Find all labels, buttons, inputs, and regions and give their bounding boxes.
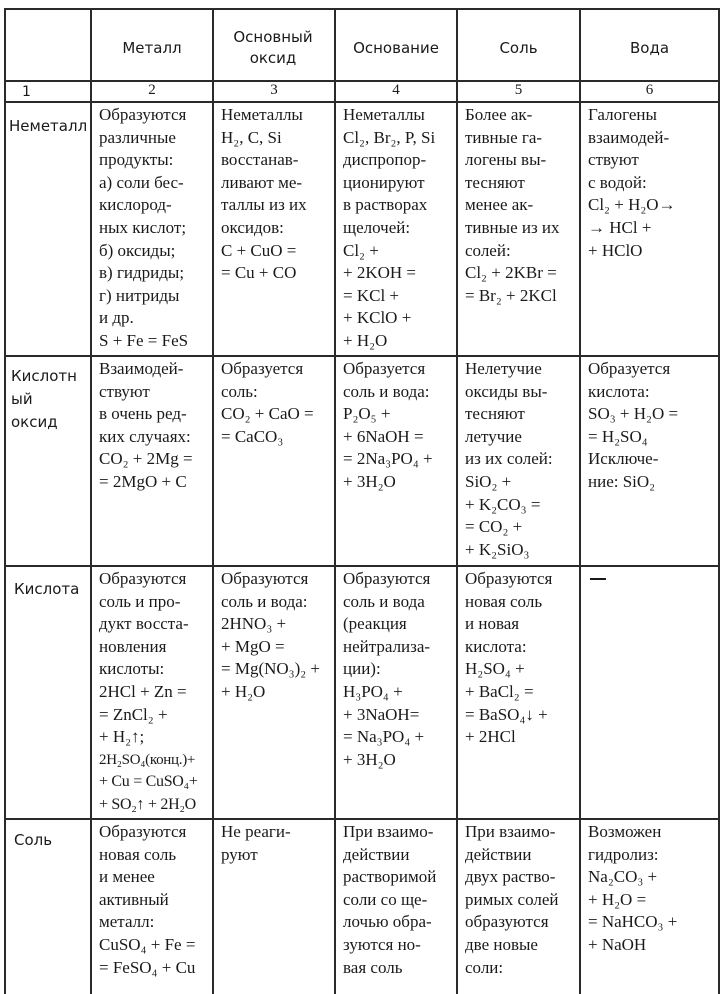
cell-line: соли со ще- [343, 889, 428, 909]
cell-line: руют [221, 844, 258, 864]
cell-line: взаимодей- [588, 127, 670, 147]
cell-line: Cl₂ + H₂O→ [588, 195, 676, 215]
column-divider-2 [212, 8, 214, 994]
cell-line: таллы из их [221, 195, 307, 215]
cell-line: = KCl + [343, 285, 400, 305]
cell-line: При взаимо- [343, 822, 434, 841]
cell-acid-basic-oxide [221, 568, 320, 704]
row-label-acid [14, 578, 79, 601]
cell-line: 2H₂SO₄(конц.)+ [99, 751, 196, 768]
row-label-nonmetal [9, 115, 87, 138]
table-right-border [718, 8, 720, 994]
table-left-border [4, 8, 6, 994]
cell-line: → HCl + [588, 217, 652, 237]
cell-line: образуются [465, 912, 549, 932]
cell-line: Cl₂ + [343, 240, 379, 260]
cell-line: + 3NaOH= [343, 704, 420, 724]
cell-line: CuSO₄ + Fe = [99, 934, 196, 954]
cell-line: две новые [465, 934, 538, 954]
cell-line: соль и вода: [343, 381, 430, 401]
cell-salt-salt [465, 821, 558, 979]
cell-line: оксидов: [221, 217, 284, 237]
cell-line: Образуются [343, 569, 431, 588]
cell-line: Na₂CO₃ + [588, 867, 658, 887]
cell-line: гидролиз: [588, 844, 659, 864]
cell-line: кислород- [99, 195, 172, 215]
cell-line: + K₂SiO₃ [465, 539, 530, 559]
cell-line: ких случаях: [99, 426, 191, 446]
cell-line: соль: [221, 381, 258, 401]
row-label-line: оксид [11, 413, 58, 431]
cell-line: активный [99, 889, 169, 909]
cell-line: + H₂O [343, 330, 388, 350]
cell-line: ционируют [343, 172, 425, 192]
cell-line: в растворах [343, 195, 428, 215]
cell-line: ливают ме- [221, 172, 303, 192]
cell-salt-basic-oxide [221, 821, 291, 866]
row-divider-1 [4, 355, 720, 357]
cell-line: = Mg(NO₃)₂ + [221, 659, 321, 679]
cell-line: + H₂↑; [99, 727, 145, 747]
cell-line: (реакция [343, 614, 407, 634]
cell-line: дукт восста- [99, 614, 189, 634]
cell-nonmetal-basic-oxide [221, 104, 307, 285]
cell-line: Неметаллы [343, 105, 425, 124]
cell-line: + 3H₂O [343, 471, 396, 491]
cell-line: соль и вода [343, 591, 425, 611]
row-divider-2 [4, 565, 720, 567]
cell-line: г) нитриды [99, 285, 180, 305]
cell-line: в очень ред- [99, 404, 187, 424]
cell-line: + NaOH [588, 934, 647, 954]
cell-line: ных кислот; [99, 217, 187, 237]
cell-line: При взаимо- [465, 822, 556, 841]
column-divider-3 [334, 8, 336, 994]
cell-line: SiO₂ + [465, 471, 512, 491]
cell-acid-water-dash [590, 578, 606, 580]
cell-line: из их солей: [465, 449, 553, 469]
cell-line: растворимой [343, 867, 437, 887]
cell-line: различные [99, 127, 176, 147]
cell-line: S + Fe = FeS [99, 330, 189, 350]
cell-line: H₂SO₄ + [465, 659, 525, 679]
cell-line: б) оксиды; [99, 240, 176, 260]
cell-line: Исключе- [588, 449, 659, 469]
cell-line: ции): [343, 659, 381, 679]
cell-acid-salt [465, 568, 552, 749]
header-basic-oxide: Основный оксид [233, 28, 313, 67]
cell-line: металл: [99, 912, 155, 932]
cell-line: Cl₂ + 2KBr = [465, 263, 557, 283]
cell-line: Более ак- [465, 105, 533, 124]
column-number-1: 1 [22, 84, 31, 100]
header-metal: Металл [122, 39, 182, 57]
cell-line: = Cu + CO [221, 263, 297, 283]
cell-line: + HClO [588, 240, 643, 260]
cell-line: действии [343, 844, 410, 864]
cell-line: действии [465, 844, 532, 864]
cell-line: Образуются [465, 569, 553, 588]
cell-line: Галогены [588, 105, 657, 124]
cell-line: солей: [465, 240, 511, 260]
column-divider-4 [456, 8, 458, 994]
cell-acid-metal [99, 568, 198, 817]
row-label-line: Кислотн [11, 367, 77, 385]
cell-line: = 2Na₃PO₄ + [343, 449, 433, 469]
cell-line: = H₂SO₄ [588, 426, 648, 446]
column-number-3: 3 [270, 82, 278, 98]
cell-line: и новая [465, 614, 520, 634]
cell-line: новая соль [99, 844, 177, 864]
cell-line: = FeSO₄ + Cu [99, 957, 196, 977]
cell-line: римых солей [465, 889, 559, 909]
row-divider-3 [4, 818, 720, 820]
cell-acid-oxide-metal [99, 358, 193, 494]
cell-line: новления [99, 636, 167, 656]
column-number-5: 5 [514, 82, 523, 98]
row-label-line: Неметалл [9, 117, 88, 135]
cell-line: восстанав- [221, 150, 299, 170]
table-top-border [4, 8, 720, 10]
row-label-line: Соль [14, 831, 53, 849]
cell-line: + H₂O = [588, 889, 647, 909]
cell-line: Возможен [588, 822, 662, 841]
cell-line: = CaCO₃ [221, 426, 284, 446]
cell-line: тивные из их [465, 217, 560, 237]
cell-line: тивные га- [465, 127, 543, 147]
cell-line: Образуются [99, 822, 187, 841]
cell-line: + MgO = [221, 636, 285, 656]
cell-line: вая соль [343, 957, 403, 977]
cell-line: + H₂O [221, 681, 266, 701]
cell-line: = CO₂ + [465, 517, 523, 537]
cell-line: + KClO + [343, 308, 412, 328]
cell-line: Образуется [588, 359, 671, 378]
cell-line: зуются но- [343, 934, 421, 954]
cell-line: продукты: [99, 150, 174, 170]
cell-line: логены вы- [465, 150, 547, 170]
cell-line: Нелетучие [465, 359, 542, 378]
cell-salt-metal [99, 821, 195, 979]
cell-line: и др. [99, 308, 134, 328]
cell-line: + SO₂↑ + 2H₂O [99, 795, 196, 813]
cell-line: с водой: [588, 172, 647, 192]
cell-nonmetal-base [343, 104, 435, 353]
cell-line: CO₂ + 2Mg = [99, 449, 193, 469]
cell-line: кислота: [465, 636, 527, 656]
cell-line: P₂O₅ + [343, 404, 391, 424]
cell-acid-base [343, 568, 430, 771]
cell-line: Образуются [99, 105, 187, 124]
column-number-4: 4 [392, 82, 400, 98]
cell-acid-oxide-basic-oxide [221, 358, 314, 448]
cell-acid-oxide-base [343, 358, 433, 494]
cell-line: Cl₂, Br₂, P, Si [343, 127, 436, 147]
column-divider-1 [90, 8, 92, 994]
cell-acid-oxide-salt [465, 358, 553, 561]
cell-line: + K₂CO₃ = [465, 494, 541, 514]
cell-line: Образуется [343, 359, 426, 378]
cell-line: + Cu = CuSO₄+ [99, 773, 198, 791]
cell-line: Образуются [221, 569, 309, 588]
cell-line: двух раство- [465, 867, 556, 887]
cell-line: соли: [465, 957, 504, 977]
cell-line: нейтрализа- [343, 636, 431, 656]
cell-line: = Br₂ + 2KCl [465, 285, 557, 305]
cell-line: соль и про- [99, 591, 181, 611]
column-number-2: 2 [148, 82, 156, 98]
cell-line: менее ак- [465, 195, 534, 215]
cell-line: а) соли бес- [99, 172, 184, 192]
cell-line: + 2HCl [465, 727, 516, 747]
cell-line: = ZnCl₂ + [99, 704, 168, 724]
cell-nonmetal-salt [465, 104, 560, 307]
cell-line: H₃PO₄ + [343, 681, 403, 701]
cell-line: Неметаллы [221, 105, 303, 124]
cell-line: CO₂ + CaO = [221, 404, 314, 424]
cell-line: = BaSO₄↓ + [465, 704, 548, 724]
cell-line: соль и вода: [221, 591, 308, 611]
header-number-row-bottom [4, 101, 720, 103]
header-base: Основание [353, 39, 439, 57]
cell-line: + 2KOH = [343, 263, 417, 283]
cell-line: + BaCl₂ = [465, 681, 534, 701]
cell-line: 2HNO₃ + [221, 614, 287, 634]
cell-line: тесняют [465, 404, 525, 424]
cell-line: Не реаги- [221, 822, 291, 841]
cell-line: Взаимодей- [99, 359, 184, 378]
cell-line: ствуют [99, 381, 150, 401]
cell-line: лочью обра- [343, 912, 432, 932]
cell-line: и менее [99, 867, 155, 887]
cell-line: тесняют [465, 172, 525, 192]
cell-line: 2HCl + Zn = [99, 681, 187, 701]
row-label-line: ый [11, 390, 33, 408]
cell-line: + 6NaOH = [343, 426, 424, 446]
cell-line: = NaHCO₃ + [588, 912, 678, 932]
cell-line: SO₃ + H₂O = [588, 404, 679, 424]
cell-nonmetal-metal [99, 104, 188, 353]
column-number-6: 6 [645, 82, 654, 98]
cell-line: ствуют [588, 150, 639, 170]
cell-acid-oxide-water [588, 358, 678, 494]
cell-line: Образуются [99, 569, 187, 588]
column-divider-5 [579, 8, 581, 994]
cell-salt-water [588, 821, 677, 957]
cell-line: + 3H₂O [343, 749, 396, 769]
header-salt: Соль [499, 39, 538, 57]
cell-line: Образуется [221, 359, 304, 378]
row-label-line: Кислота [14, 580, 80, 598]
cell-line: новая соль [465, 591, 543, 611]
cell-salt-base [343, 821, 436, 979]
cell-line: H₂, C, Si [221, 127, 282, 147]
row-label-acid-oxide [11, 365, 77, 434]
cell-line: в) гидриды; [99, 263, 185, 283]
cell-line: C + CuO = [221, 240, 297, 260]
cell-line: ние: SiO₂ [588, 471, 656, 491]
cell-line: щелочей: [343, 217, 411, 237]
header-water: Вода [629, 39, 670, 57]
cell-line: летучие [465, 426, 522, 446]
row-label-salt [14, 829, 52, 852]
cell-line: диспропор- [343, 150, 427, 170]
cell-line: кислоты: [99, 659, 165, 679]
cell-line: = 2MgO + C [99, 471, 187, 491]
cell-nonmetal-water [588, 104, 676, 262]
cell-line: кислота: [588, 381, 650, 401]
cell-line: оксиды вы- [465, 381, 548, 401]
cell-line: = Na₃PO₄ + [343, 727, 425, 747]
